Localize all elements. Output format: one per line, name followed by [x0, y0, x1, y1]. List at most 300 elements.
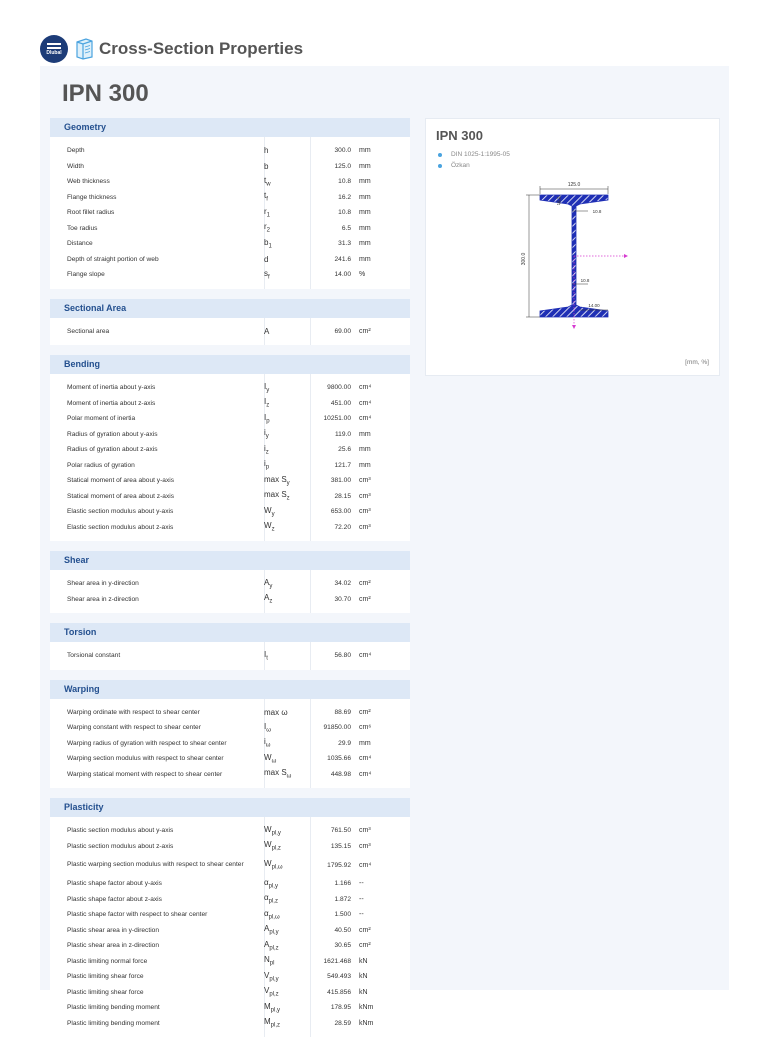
section-table	[50, 137, 410, 289]
property-value: 30.70	[334, 595, 351, 603]
table-row	[50, 411, 410, 427]
symbol-subscript: z	[286, 496, 290, 503]
property-value: 761.50	[330, 827, 351, 835]
symbol-main: max S	[264, 474, 287, 484]
property-name: Plastic limiting normal force	[67, 957, 148, 965]
symbol-main: I	[264, 381, 267, 391]
web-dim-label-2: 10.8	[580, 278, 590, 283]
symbol-main: max S	[264, 768, 287, 778]
symbol-subscript: p	[266, 418, 270, 425]
property-unit: cm⁴	[359, 755, 372, 763]
table-row	[50, 489, 410, 505]
property-name: Warping constant with respect to shear center	[67, 724, 201, 732]
property-symbol	[256, 428, 302, 440]
property-symbol	[256, 397, 302, 409]
property-symbol	[256, 593, 302, 605]
property-symbol	[256, 650, 302, 662]
property-symbol	[256, 382, 302, 394]
property-unit: cm⁴	[359, 770, 372, 778]
property-name: Plastic shape factor about z-axis	[67, 895, 162, 903]
section-table	[50, 817, 410, 1037]
symbol-subscript: z	[269, 599, 273, 606]
property-name: Elastic section modulus about z-axis	[67, 523, 174, 531]
symbol-subscript: ω	[271, 758, 277, 765]
table-row	[50, 985, 410, 1001]
symbol-main: b	[264, 161, 269, 171]
section-table	[50, 699, 410, 789]
symbol-main: α	[264, 877, 269, 887]
property-name: Radius of gyration about y-axis	[67, 430, 158, 438]
table-row	[50, 592, 410, 608]
symbol-main: I	[264, 721, 267, 731]
property-value: 34.02	[334, 580, 351, 588]
symbol-main: A	[264, 326, 270, 336]
property-symbol	[256, 737, 302, 749]
table-row	[50, 458, 410, 474]
symbol-subscript: w	[266, 181, 271, 188]
property-symbol	[256, 825, 302, 837]
table-row	[50, 427, 410, 443]
property-value: 88.69	[334, 708, 351, 716]
property-value: 29.9	[338, 739, 351, 747]
property-symbol	[256, 840, 302, 852]
property-symbol	[256, 475, 302, 487]
symbol-main: W	[264, 505, 272, 515]
property-unit: cm³	[359, 523, 371, 531]
table-row	[50, 143, 410, 159]
property-symbol	[256, 578, 302, 590]
property-unit: cm⁴	[359, 415, 372, 423]
table-row	[50, 1016, 410, 1032]
symbol-main: M	[264, 1001, 271, 1011]
property-name: Warping ordinate with respect to shear center	[67, 708, 200, 716]
symbol-subscript: y	[269, 583, 273, 590]
table-row	[50, 576, 410, 592]
property-name: Root fillet radius	[67, 209, 115, 217]
property-value: 300.0	[334, 147, 351, 155]
page-title: IPN 300	[62, 80, 149, 107]
property-value: 178.95	[330, 1004, 351, 1012]
table-row	[50, 174, 410, 190]
symbol-subscript: y	[271, 511, 275, 518]
property-name: Warping radius of gyration with respect to shear center	[67, 739, 227, 747]
property-unit: cm²	[359, 942, 371, 950]
property-value: 1.166	[334, 880, 351, 888]
table-row	[50, 954, 410, 970]
property-value: 72.20	[334, 523, 351, 531]
table-row	[50, 221, 410, 237]
property-symbol	[256, 327, 302, 336]
property-symbol	[256, 191, 302, 203]
table-row	[50, 839, 410, 855]
property-unit: mm	[359, 209, 371, 217]
symbol-main: i	[264, 428, 266, 438]
property-symbol	[256, 940, 302, 952]
property-symbol	[256, 955, 302, 967]
property-unit: cm⁴	[359, 652, 372, 660]
bullet-icon	[438, 164, 442, 168]
section-header: Plasticity	[50, 798, 410, 817]
property-name: Moment of inertia about y-axis	[67, 384, 156, 392]
symbol-subscript: pl,ω	[271, 864, 283, 871]
table-row	[50, 380, 410, 396]
property-value: 40.50	[334, 926, 351, 934]
property-name: Plastic section modulus about z-axis	[67, 842, 174, 850]
property-name: Flange slope	[67, 271, 105, 279]
symbol-subscript: z	[271, 527, 275, 534]
property-unit: --	[359, 911, 364, 919]
property-value: 6.5	[341, 224, 351, 232]
property-unit: mm	[359, 255, 371, 263]
table-row	[50, 876, 410, 892]
property-unit: mm	[359, 193, 371, 201]
property-value: 451.00	[330, 399, 351, 407]
symbol-subscript: pl,z	[268, 899, 278, 906]
standard-label: DIN 1025-1:1995-05	[451, 151, 510, 158]
symbol-subscript: pl,z	[269, 945, 279, 952]
symbol-main: t	[264, 175, 267, 185]
table-row	[50, 324, 410, 340]
symbol-subscript: 1	[268, 243, 272, 250]
symbol-main: V	[264, 970, 270, 980]
symbol-subscript: z	[266, 403, 270, 410]
symbol-subscript: ω	[286, 774, 292, 781]
property-value: 241.6	[334, 255, 351, 263]
symbol-subscript: ω	[266, 727, 271, 734]
symbol-subscript: pl,z	[269, 992, 279, 999]
property-value: 135.15	[330, 842, 351, 850]
symbol-main: α	[264, 908, 269, 918]
property-unit: mm	[359, 240, 371, 248]
table-row	[50, 892, 410, 908]
property-name: Shear area in z-direction	[67, 595, 139, 603]
property-value: 56.80	[334, 652, 351, 660]
property-unit: cm⁴	[359, 861, 372, 869]
property-value: 14.00	[334, 271, 351, 279]
property-value: 125.0	[334, 162, 351, 170]
property-name: Elastic section modulus about y-axis	[67, 508, 174, 516]
symbol-main: I	[264, 397, 267, 407]
property-value: 381.00	[330, 477, 351, 485]
symbol-subscript: pl,ω	[268, 914, 280, 921]
property-value: 549.493	[327, 973, 351, 981]
preview-info-list	[438, 149, 510, 171]
symbol-subscript: pl,y	[270, 1007, 281, 1014]
property-symbol	[256, 176, 302, 188]
symbol-main: i	[264, 443, 266, 453]
symbol-main: W	[264, 840, 272, 850]
property-symbol	[256, 708, 302, 717]
source-label: Özkan	[451, 162, 470, 169]
property-symbol	[256, 521, 302, 533]
property-name: Polar radius of gyration	[67, 461, 135, 469]
symbol-subscript: pl,y	[271, 830, 281, 837]
property-name: Flange thickness	[67, 193, 117, 201]
symbol-main: A	[264, 593, 270, 603]
list-item	[438, 160, 510, 171]
property-value: 1.500	[334, 911, 351, 919]
table-row	[50, 705, 410, 721]
section-table	[50, 374, 410, 541]
header	[40, 32, 303, 66]
table-row	[50, 159, 410, 175]
symbol-main: i	[264, 737, 266, 747]
symbol-subscript: pl	[269, 961, 275, 968]
symbol-main: V	[264, 986, 270, 996]
symbol-main: b	[264, 237, 269, 247]
symbol-subscript: ω	[265, 743, 271, 750]
property-name: Plastic shape factor about y-axis	[67, 880, 162, 888]
property-name: Plastic shape factor with respect to shear center	[67, 911, 208, 919]
property-symbol	[256, 162, 302, 171]
property-value: 16.2	[338, 193, 351, 201]
symbol-subscript: f	[268, 274, 270, 281]
logo-text: Dlubal	[46, 49, 62, 56]
table-row	[50, 520, 410, 536]
property-symbol	[256, 878, 302, 890]
property-name: Plastic shear area in z-direction	[67, 942, 159, 950]
property-name: Moment of inertia about z-axis	[67, 399, 156, 407]
table-row	[50, 473, 410, 489]
property-unit: cm⁴	[359, 399, 372, 407]
property-unit: mm	[359, 739, 371, 747]
property-unit: mm	[359, 461, 371, 469]
property-unit: kN	[359, 973, 368, 981]
property-unit: kN	[359, 957, 368, 965]
symbol-main: α	[264, 893, 269, 903]
symbol-subscript: 1	[266, 212, 271, 219]
list-item	[438, 149, 510, 160]
property-symbol	[256, 506, 302, 518]
property-symbol	[256, 222, 302, 234]
symbol-subscript: pl,z	[270, 1023, 281, 1030]
depth-dim-label: 300.0	[521, 252, 527, 266]
property-unit: cm³	[359, 842, 371, 850]
page-content	[40, 66, 729, 1030]
table-row	[50, 823, 410, 839]
property-unit: kNm	[359, 1019, 374, 1027]
book-icon	[74, 38, 94, 60]
property-name: Polar moment of inertia	[67, 415, 136, 423]
property-unit: mm	[359, 178, 371, 186]
property-name: Plastic warping section modulus with respect to shear center	[67, 861, 244, 869]
symbol-main: s	[264, 268, 268, 278]
property-name: Toe radius	[67, 224, 98, 232]
property-symbol	[256, 986, 302, 998]
section-header: Bending	[50, 355, 410, 374]
property-name: Warping statical moment with respect to shear center	[67, 770, 223, 778]
property-symbol	[256, 1017, 302, 1029]
symbol-main: A	[264, 924, 270, 934]
section-table	[50, 570, 410, 613]
property-symbol	[256, 722, 302, 734]
property-value: 10.8	[338, 178, 351, 186]
property-value: 28.59	[334, 1019, 351, 1027]
units-note: [mm, %]	[685, 359, 709, 366]
property-name: Statical moment of area about y-axis	[67, 477, 175, 485]
table-row	[50, 396, 410, 412]
symbol-main: d	[264, 254, 269, 264]
bullet-icon	[438, 153, 442, 157]
property-value: 31.3	[338, 240, 351, 248]
property-name: Torsional constant	[67, 652, 121, 660]
symbol-subscript: pl,y	[269, 976, 279, 983]
section-table	[50, 318, 410, 346]
table-row	[50, 442, 410, 458]
property-name: Depth of straight portion of web	[67, 255, 159, 263]
property-name: Plastic section modulus about y-axis	[67, 827, 174, 835]
property-value: 10.8	[338, 209, 351, 217]
property-value: 1621.468	[323, 957, 351, 965]
property-unit: %	[359, 271, 366, 279]
property-name: Plastic limiting shear force	[67, 988, 144, 996]
table-row	[50, 736, 410, 752]
property-symbol	[256, 859, 302, 871]
property-unit: cm²	[359, 327, 371, 335]
symbol-main: A	[264, 577, 270, 587]
property-symbol	[256, 909, 302, 921]
symbol-subscript: pl,y	[268, 883, 278, 890]
symbol-main: W	[264, 752, 272, 762]
property-symbol	[256, 490, 302, 502]
property-symbol	[256, 971, 302, 983]
preview-title: IPN 300	[436, 128, 483, 143]
symbol-subscript: pl,z	[271, 846, 281, 853]
property-unit: mm	[359, 162, 371, 170]
property-name: Statical moment of area about z-axis	[67, 492, 175, 500]
property-unit: cm³	[359, 492, 371, 500]
table-row	[50, 205, 410, 221]
property-unit: cm³	[359, 477, 371, 485]
section-header: Torsion	[50, 623, 410, 642]
property-name: Depth	[67, 147, 85, 155]
property-name: Width	[67, 162, 84, 170]
property-unit: cm²	[359, 708, 371, 716]
property-value: 91850.00	[323, 724, 351, 732]
table-row	[50, 751, 410, 767]
property-symbol	[256, 459, 302, 471]
property-name: Radius of gyration about z-axis	[67, 446, 158, 454]
symbol-subscript: z	[265, 449, 269, 456]
property-unit: mm	[359, 147, 371, 155]
table-row	[50, 923, 410, 939]
table-row	[50, 648, 410, 664]
table-row	[50, 907, 410, 923]
table-row	[50, 938, 410, 954]
property-unit: --	[359, 880, 364, 888]
property-unit: kNm	[359, 1004, 374, 1012]
symbol-main: t	[264, 191, 267, 201]
property-name: Warping section modulus with respect to shear center	[67, 755, 224, 763]
property-symbol	[256, 269, 302, 281]
flange-dim-label: 16.2	[556, 196, 561, 206]
symbol-main: W	[264, 521, 272, 531]
property-value: 121.7	[334, 461, 351, 469]
property-symbol	[256, 444, 302, 456]
symbol-subscript: t	[266, 655, 268, 662]
symbol-subscript: pl,y	[269, 930, 279, 937]
symbol-main: max ω	[264, 707, 288, 717]
property-symbol	[256, 207, 302, 219]
symbol-subscript: y	[266, 387, 270, 394]
table-row	[50, 854, 410, 876]
property-value: 1035.66	[327, 755, 351, 763]
property-symbol	[256, 893, 302, 905]
header-title: Cross-Section Properties	[99, 39, 304, 58]
property-name: Plastic limiting bending moment	[67, 1004, 160, 1012]
symbol-main: M	[264, 1017, 271, 1027]
slope-dim-label: 14.00	[588, 303, 600, 308]
section-header: Warping	[50, 680, 410, 699]
property-unit: cm³	[359, 508, 371, 516]
property-value: 1.872	[334, 895, 351, 903]
table-row	[50, 190, 410, 206]
property-value: 448.98	[330, 770, 351, 778]
symbol-subscript: y	[286, 480, 290, 487]
symbol-subscript: f	[266, 197, 268, 204]
table-row	[50, 720, 410, 736]
properties-tables	[50, 118, 410, 1037]
table-row	[50, 504, 410, 520]
dlubal-logo	[40, 35, 68, 63]
symbol-subscript: y	[265, 434, 269, 441]
property-unit: cm⁴	[359, 384, 372, 392]
symbol-main: h	[264, 146, 269, 156]
web-dim-label: 10.8	[592, 209, 602, 214]
symbol-main: I	[264, 412, 267, 422]
symbol-main: r	[264, 222, 267, 232]
table-row	[50, 969, 410, 985]
table-row	[50, 236, 410, 252]
property-symbol	[256, 255, 302, 264]
property-unit: mm	[359, 224, 371, 232]
property-name: Web thickness	[67, 178, 110, 186]
property-unit: cm²	[359, 580, 371, 588]
property-value: 25.6	[338, 446, 351, 454]
property-unit: kN	[359, 988, 368, 996]
width-dim-label: 125.0	[567, 182, 581, 188]
property-symbol	[256, 413, 302, 425]
property-value: 69.00	[334, 327, 351, 335]
property-value: 30.65	[334, 942, 351, 950]
property-unit: cm²	[359, 926, 371, 934]
symbol-main: r	[264, 206, 267, 216]
property-value: 1795.92	[327, 861, 351, 869]
property-symbol	[256, 1002, 302, 1014]
property-name: Sectional area	[67, 327, 110, 335]
symbol-main: N	[264, 955, 270, 965]
property-unit: cm⁶	[359, 724, 372, 732]
property-value: 653.00	[330, 508, 351, 516]
property-symbol	[256, 238, 302, 250]
table-row	[50, 1000, 410, 1016]
section-header: Shear	[50, 551, 410, 570]
property-name: Shear area in y-direction	[67, 580, 139, 588]
property-value: 28.15	[334, 492, 351, 500]
property-unit: mm	[359, 446, 371, 454]
property-name: Plastic limiting bending moment	[67, 1019, 160, 1027]
property-symbol	[256, 146, 302, 155]
cross-section-drawing	[516, 169, 636, 359]
property-symbol	[256, 753, 302, 765]
property-value: 119.0	[334, 430, 351, 438]
section-table	[50, 642, 410, 670]
symbol-main: max S	[264, 490, 287, 500]
property-unit: --	[359, 895, 364, 903]
symbol-main: I	[264, 649, 267, 659]
property-unit: cm²	[359, 595, 371, 603]
property-symbol	[256, 768, 302, 780]
